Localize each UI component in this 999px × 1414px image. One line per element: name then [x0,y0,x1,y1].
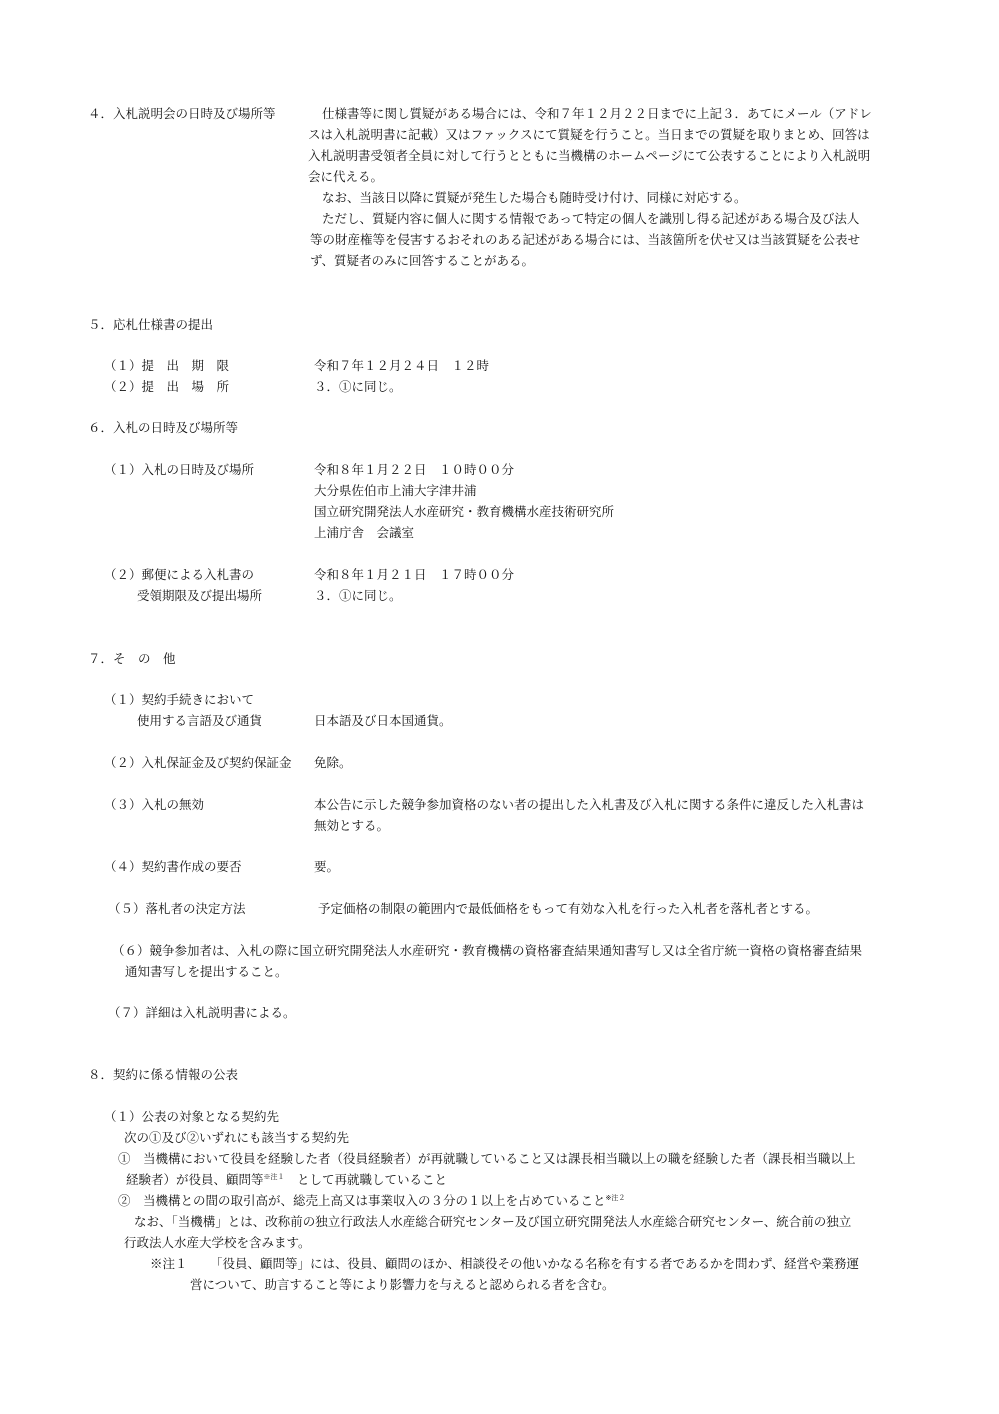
condition-1: ① 当機構において役員を経験した者（役員経験者）が再就職していること又は課長相当職以上の職を経験した者（課長相当職以上 [118,1151,856,1166]
organization-note: 行政法人水産大学校を含みます。 [124,1235,311,1250]
invalid-bid-value: 本公告に示した競争参加資格のない者の提出した入札書及び入札に関する条件に違反した入札書は [314,797,865,812]
bid-place-organization: 国立研究開発法人水産研究・教育機構水産技術研究所 [314,504,615,519]
invalid-bid-value: 無効とする。 [314,818,390,833]
details-text: （７）詳細は入札説明書による。 [108,1005,296,1020]
security-deposit-label: （２）入札保証金及び契約保証金 [104,755,292,770]
condition-1-text: として再就職していること [284,1172,448,1187]
language-value: 日本語及び日本国通貨。 [314,713,452,728]
security-deposit-value: 免除。 [314,755,352,770]
note-ref-1: ※注１ [263,1172,285,1181]
disclosure-target-label: （１）公表の対象となる契約先 [104,1109,280,1124]
disclosure-intro: 次の①及び②いずれにも該当する契約先 [124,1130,350,1145]
section-4-heading: ４．入札説明会の日時及び場所等 [88,106,276,121]
submission-place-value: ３．①に同じ。 [314,379,402,394]
section-4-text: なお、当該日以降に質疑が発生した場合も随時受け付け、同様に対応する。 [322,190,747,205]
section-4-text: 仕様書等に関し質疑がある場合には、令和７年１２月２２日までに上記３．あてにメール（アドレ [322,106,872,121]
section-4-text: 入札説明書受領者全員に対して行うとともに当機構のホームページにて公表することにより入札説明 [308,148,871,163]
condition-2 [118,1190,625,1211]
section-6-heading: ６．入札の日時及び場所等 [88,420,239,435]
note-1-label: ※注１ [150,1256,188,1271]
contract-doc-value: 要。 [314,859,340,874]
organization-note: なお、「当機構」とは、改称前の独立行政法人水産総合研究センター及び国立研究開発法人水産総合研究センター、統合前の独立 [134,1214,852,1229]
bid-place-room: 上浦庁舎 会議室 [314,525,415,540]
condition-1-continued [126,1169,447,1190]
qualification-text: （６）競争参加者は、入札の際に国立研究開発法人水産研究・教育機構の資格審査結果通知書写し又は全省庁統一資格の資格審査結果 [112,943,863,958]
note-ref-2: ※注２ [605,1193,626,1202]
bid-datetime-label: （１）入札の日時及び場所 [104,462,255,477]
section-7-heading: ７．そ の 他 [88,651,176,666]
winner-method-value: 予定価格の制限の範囲内で最低価格をもって有効な入札を行った入札者を落札者とする。 [318,901,819,916]
submission-place-label: （２）提 出 場 所 [104,379,230,394]
mail-bid-deadline: 令和８年１月２１日 １７時００分 [314,567,515,582]
submission-deadline-value: 令和７年１２月２４日 １２時 [314,358,490,373]
invalid-bid-label: （３）入札の無効 [104,797,205,812]
mail-bid-place: ３．①に同じ。 [314,588,402,603]
language-label: （１）契約手続きにおいて [104,692,255,707]
section-4-text: 等の財産権等を侵害するおそれのある記述がある場合には、当該箇所を伏せ又は当該質疑を公表せ [310,232,861,247]
section-5-heading: ５．応札仕様書の提出 [88,317,214,332]
section-8-heading: ８．契約に係る情報の公表 [88,1067,239,1082]
section-4-text: ただし、質疑内容に個人に関する情報であって特定の個人を識別し得る記述がある場合及び法人 [322,211,860,226]
section-4-text: 会に代える。 [308,169,384,184]
winner-method-label: （５）落札者の決定方法 [108,901,246,916]
section-4-text: スは入札説明書に記載）又はファックスにて質疑を行うこと。当日までの質疑を取りまとめ、回答は [308,127,870,142]
note-1-text: 営について、助言すること等により影響力を与えると認められる者を含む。 [190,1277,615,1292]
language-label: 使用する言語及び通貨 [137,713,263,728]
note-1-text: 「役員、顧問等」には、役員、顧問のほか、相談役その他いかなる名称を有する者であるかを問わず、経営や業務運 [210,1256,860,1271]
mail-bid-label: （２）郵便による入札書の [104,567,255,582]
bid-place-address: 大分県佐伯市上浦大字津井浦 [314,483,477,498]
submission-deadline-label: （１）提 出 期 限 [104,358,230,373]
contract-doc-label: （４）契約書作成の要否 [104,859,242,874]
qualification-text: 通知書写しを提出すること。 [125,964,288,979]
mail-bid-label: 受領期限及び提出場所 [137,588,263,603]
condition-2-text: ② 当機構との間の取引高が、総売上高又は事業収入の３分の１以上を占めていること [118,1193,606,1208]
bid-datetime-value: 令和８年１月２２日 １０時００分 [314,462,515,477]
section-4-text: ず、質疑者のみに回答することがある。 [310,253,535,268]
condition-1-text: 経験者）が役員、顧問等 [126,1172,264,1187]
